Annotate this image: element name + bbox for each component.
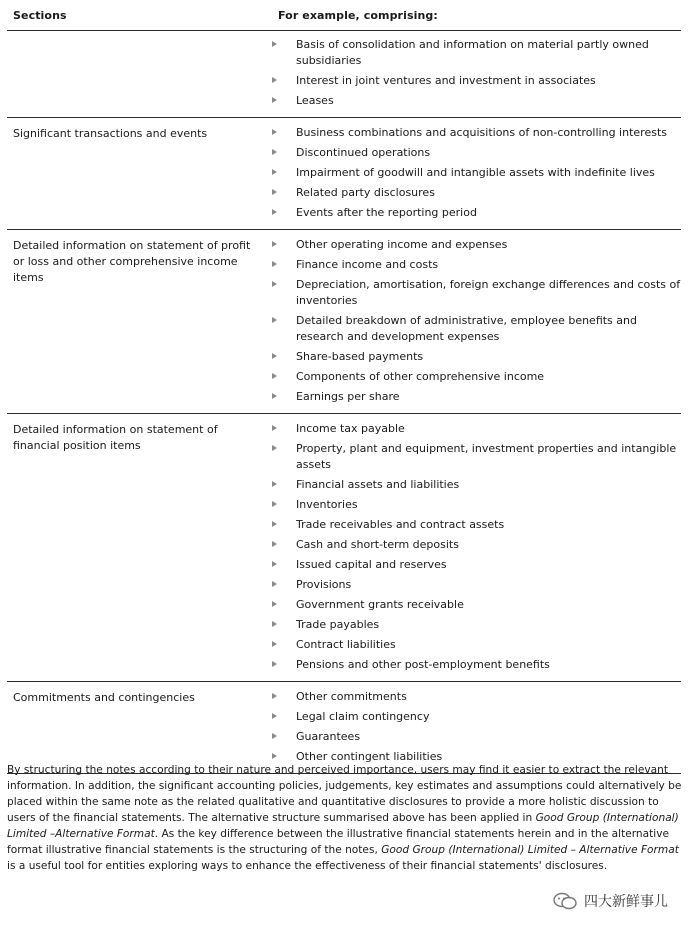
list-item	[271, 729, 681, 745]
list-item	[271, 125, 681, 141]
example-list	[271, 419, 681, 677]
paragraph-italic-2: Good Group (International) Limited – Alternative Format	[381, 844, 679, 856]
triangle-bullet-icon	[272, 541, 277, 547]
list-item-text: Interest in joint ventures and investment in associates	[296, 74, 596, 87]
list-item	[271, 421, 681, 437]
triangle-bullet-icon	[272, 521, 277, 527]
list-item-text: Trade payables	[296, 618, 380, 631]
list-item	[271, 237, 681, 253]
watermark	[552, 891, 668, 911]
list-item-text: Provisions	[296, 578, 352, 591]
section-label	[7, 35, 271, 113]
list-item-text: Other contingent liabilities	[296, 750, 443, 763]
list-item	[271, 277, 681, 309]
triangle-bullet-icon	[272, 317, 277, 323]
list-item	[271, 185, 681, 201]
list-item	[271, 517, 681, 533]
table-row	[7, 31, 681, 118]
triangle-bullet-icon	[272, 353, 277, 359]
list-item	[271, 557, 681, 573]
triangle-bullet-icon	[272, 149, 277, 155]
triangle-bullet-icon	[272, 501, 277, 507]
list-item-text: Issued capital and reserves	[296, 558, 447, 571]
triangle-bullet-icon	[272, 425, 277, 431]
section-label: Detailed information on statement of financial position items	[13, 423, 218, 452]
triangle-bullet-icon	[272, 97, 277, 103]
explanatory-paragraph	[7, 762, 683, 874]
list-item	[271, 537, 681, 553]
section-label: Significant transactions and events	[13, 127, 208, 140]
list-item	[271, 349, 681, 365]
header-example: For example, comprising:	[278, 9, 438, 22]
list-item-text: Business combinations and acquisitions of non-controlling interests	[296, 126, 667, 139]
triangle-bullet-icon	[272, 169, 277, 175]
list-item-text: Other commitments	[296, 690, 407, 703]
list-item-text: Pensions and other post-employment benefits	[296, 658, 550, 671]
list-item-text: Discontinued operations	[296, 146, 431, 159]
list-item	[271, 617, 681, 633]
list-item-text: Leases	[296, 94, 334, 107]
list-item-text: Finance income and costs	[296, 258, 439, 271]
list-item-text: Events after the reporting period	[296, 206, 477, 219]
list-item	[271, 709, 681, 725]
example-list	[271, 123, 681, 225]
triangle-bullet-icon	[272, 41, 277, 47]
triangle-bullet-icon	[272, 281, 277, 287]
wechat-icon	[552, 892, 578, 910]
triangle-bullet-icon	[272, 733, 277, 739]
list-item-text: Other operating income and expenses	[296, 238, 508, 251]
triangle-bullet-icon	[272, 189, 277, 195]
list-item-text: Guarantees	[296, 730, 361, 743]
list-item	[271, 441, 681, 473]
section-label: Detailed information on statement of profit or loss and other comprehensive income items	[13, 239, 251, 284]
list-item	[271, 165, 681, 181]
list-item-text: Components of other comprehensive income	[296, 370, 545, 383]
list-item	[271, 37, 681, 69]
table-row	[7, 118, 681, 230]
triangle-bullet-icon	[272, 77, 277, 83]
list-item-text: Income tax payable	[296, 422, 405, 435]
list-item	[271, 369, 681, 385]
watermark-text: 四大新鲜事儿	[584, 894, 668, 910]
list-item	[271, 689, 681, 705]
list-item	[271, 313, 681, 345]
list-item-text: Property, plant and equipment, investment properties and intangible assets	[296, 442, 677, 471]
triangle-bullet-icon	[272, 129, 277, 135]
section-label: Commitments and contingencies	[13, 691, 195, 704]
triangle-bullet-icon	[272, 661, 277, 667]
triangle-bullet-icon	[272, 445, 277, 451]
triangle-bullet-icon	[272, 373, 277, 379]
list-item-text: Trade receivables and contract assets	[296, 518, 505, 531]
triangle-bullet-icon	[272, 561, 277, 567]
list-item-text: Earnings per share	[296, 390, 400, 403]
paragraph-text-2: . As the key difference between the illustrative financial statements herein and in the alternative format illustrative financial statements is the structuring of the notes,	[7, 828, 670, 856]
list-item-text: Impairment of goodwill and intangible assets with indefinite lives	[296, 166, 655, 179]
list-item	[271, 657, 681, 673]
table-row	[7, 230, 681, 414]
list-item-text: Cash and short-term deposits	[296, 538, 459, 551]
example-list	[271, 35, 681, 113]
triangle-bullet-icon	[272, 713, 277, 719]
list-item	[271, 577, 681, 593]
header-sections: Sections	[13, 9, 67, 22]
paragraph-text-1: By structuring the notes according to their nature and perceived importance, users may find it easier to extract the relevant information. In addition, the significant accounting policies, judgements, key estimates and assumptions could alternatively be placed within the same note as the related qualitative and quantitative disclosures to provide a more holistic discussion to users of the financial statements. The alternative structure summarised above has been applied in	[7, 764, 682, 824]
list-item-text: Government grants receivable	[296, 598, 464, 611]
triangle-bullet-icon	[272, 481, 277, 487]
list-item-text: Related party disclosures	[296, 186, 435, 199]
list-item-text: Financial assets and liabilities	[296, 478, 460, 491]
list-item	[271, 597, 681, 613]
list-item-text: Depreciation, amortisation, foreign exchange differences and costs of inventories	[296, 278, 681, 307]
example-list	[271, 687, 681, 769]
list-item-text: Basis of consolidation and information on material partly owned subsidiaries	[296, 38, 649, 67]
list-item-text: Legal claim contingency	[296, 710, 430, 723]
example-list	[271, 235, 681, 409]
list-item-text: Detailed breakdown of administrative, employee benefits and research and development expenses	[296, 314, 637, 343]
list-item	[271, 93, 681, 109]
list-item	[271, 637, 681, 653]
triangle-bullet-icon	[272, 601, 277, 607]
list-item	[271, 497, 681, 513]
paragraph-text-3: is a useful tool for entities exploring ways to enhance the effectiveness of their financial statements' disclosures.	[7, 860, 608, 872]
triangle-bullet-icon	[272, 693, 277, 699]
triangle-bullet-icon	[272, 393, 277, 399]
list-item	[271, 145, 681, 161]
triangle-bullet-icon	[272, 753, 277, 759]
list-item	[271, 477, 681, 493]
list-item	[271, 257, 681, 273]
table-header	[7, 0, 681, 31]
triangle-bullet-icon	[272, 241, 277, 247]
triangle-bullet-icon	[272, 581, 277, 587]
list-item-text: Contract liabilities	[296, 638, 396, 651]
list-item	[271, 389, 681, 405]
triangle-bullet-icon	[272, 209, 277, 215]
table-row	[7, 414, 681, 682]
triangle-bullet-icon	[272, 261, 277, 267]
triangle-bullet-icon	[272, 641, 277, 647]
notes-structure-table	[7, 0, 681, 774]
list-item-text: Inventories	[296, 498, 358, 511]
triangle-bullet-icon	[272, 621, 277, 627]
list-item-text: Share-based payments	[296, 350, 424, 363]
list-item	[271, 205, 681, 221]
list-item	[271, 73, 681, 89]
table-row	[7, 682, 681, 774]
paragraph-italic-1: Good Group (International) Limited –Alternative Format	[7, 812, 679, 840]
table-body	[7, 31, 681, 774]
